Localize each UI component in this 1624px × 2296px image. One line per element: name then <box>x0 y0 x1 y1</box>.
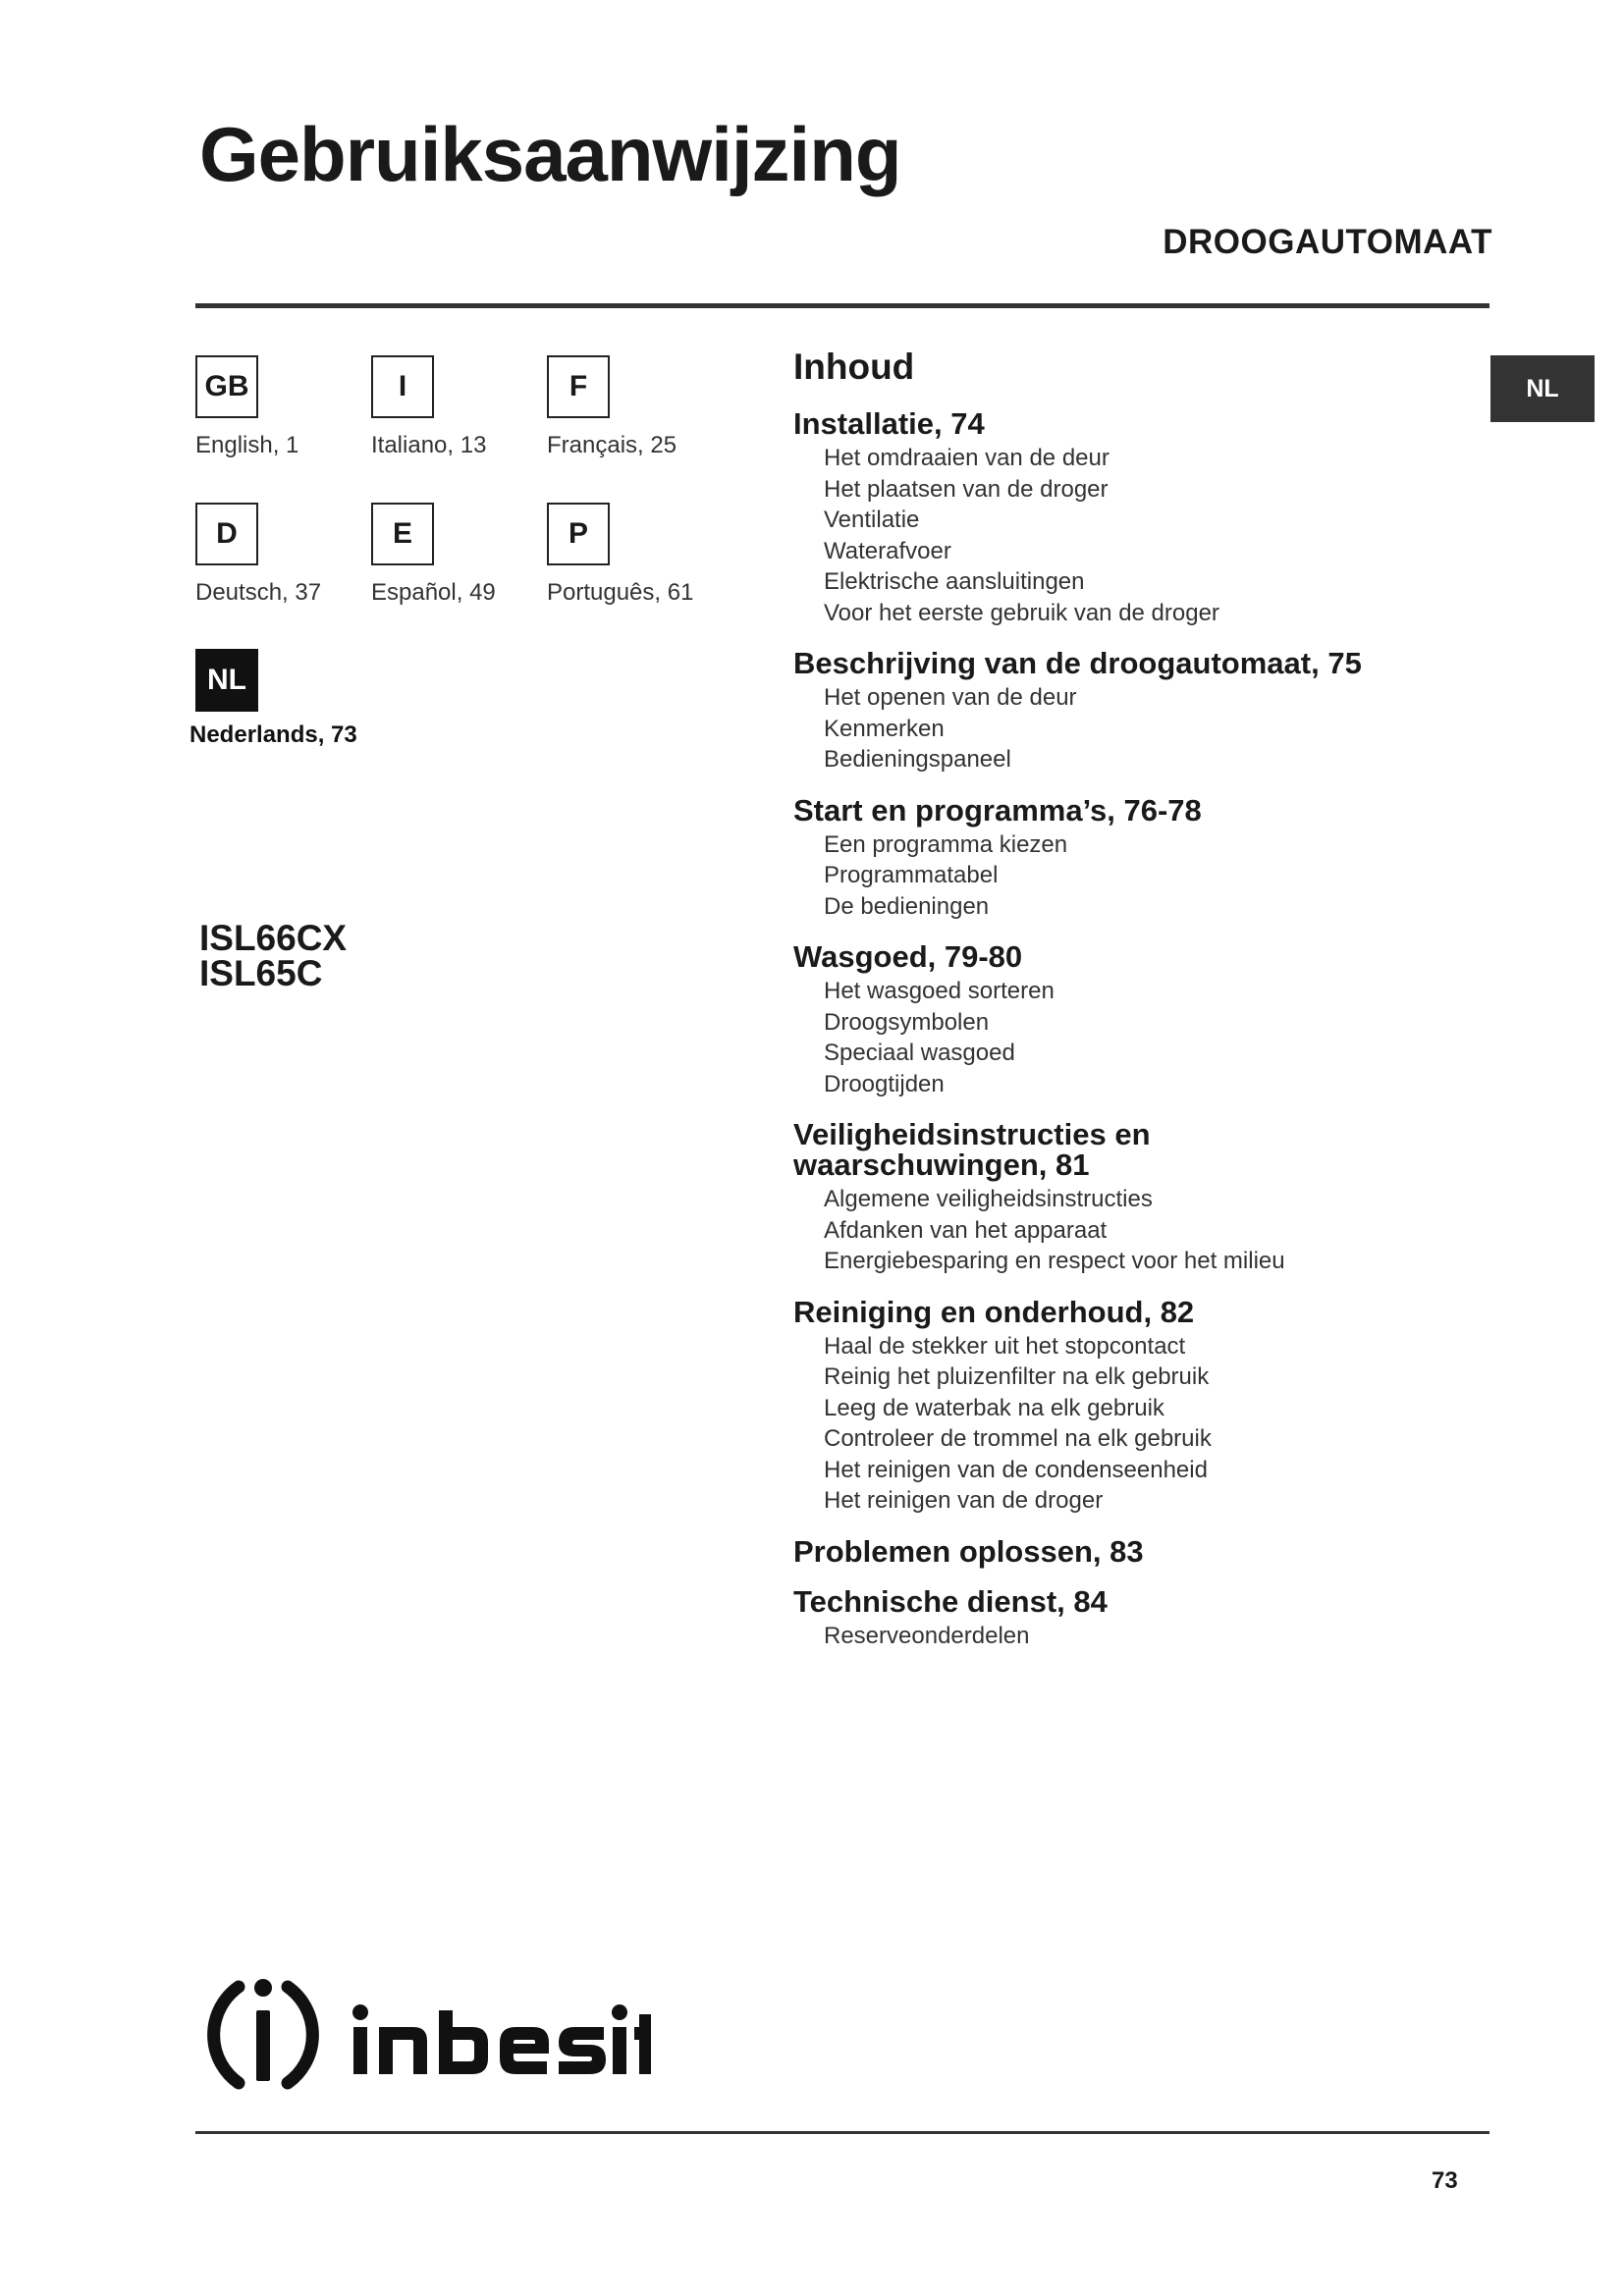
toc-item[interactable]: Waterafvoer <box>824 537 951 564</box>
toc-item[interactable]: Het reinigen van de droger <box>824 1487 1104 1514</box>
toc-item[interactable]: Het plaatsen van de droger <box>824 475 1109 503</box>
toc-heading-line: waarschuwingen, 81 <box>793 1148 1090 1182</box>
bottom-divider <box>195 2131 1489 2134</box>
language-gb[interactable] <box>195 355 382 459</box>
toc-item[interactable]: Elektrische aansluitingen <box>824 568 1085 595</box>
toc-item[interactable]: Controleer de trommel na elk gebruik <box>824 1425 1212 1452</box>
language-label-active: Nederlands, 73 <box>189 721 357 748</box>
language-code-box: E <box>371 503 434 565</box>
toc-section <box>793 941 1481 1099</box>
language-code-box: I <box>371 355 434 418</box>
language-pt[interactable] <box>547 503 733 607</box>
model-numbers <box>199 918 348 993</box>
toc-section <box>793 1533 1481 1569</box>
toc-item[interactable]: De bedieningen <box>824 892 990 920</box>
toc-heading-line: Veiligheidsinstructies en <box>793 1117 1151 1151</box>
toc-item[interactable]: Ventilatie <box>824 507 920 533</box>
language-label: Deutsch, 37 <box>195 579 322 606</box>
language-label: English, 1 <box>195 432 299 458</box>
language-code-box-active: NL <box>195 649 258 712</box>
toc-item[interactable]: Droogtijden <box>824 1070 945 1097</box>
language-label: Español, 49 <box>371 579 496 606</box>
toc-item[interactable]: Speciaal wasgoed <box>824 1040 1015 1066</box>
language-de[interactable] <box>195 503 382 607</box>
language-es[interactable] <box>371 503 558 607</box>
toc-item[interactable]: Het omdraaien van de deur <box>824 445 1110 471</box>
toc-item[interactable]: Droogsymbolen <box>824 1008 990 1036</box>
toc-item[interactable]: Het reinigen van de condenseenheid <box>824 1456 1208 1483</box>
language-fr[interactable] <box>547 355 733 459</box>
toc-item[interactable]: Energiebesparing en respect voor het milieu <box>824 1248 1285 1274</box>
toc-item[interactable]: Reserveonderdelen <box>824 1622 1030 1649</box>
language-code-box: P <box>547 503 610 565</box>
page-title: Gebruiksaanwijzing <box>199 111 901 197</box>
toc-section-heading[interactable]: Beschrijving van de droogautomaat, 75 <box>793 646 1362 680</box>
toc-item[interactable]: Het openen van de deur <box>824 684 1077 711</box>
page-number: 73 <box>1432 2167 1458 2194</box>
toc-item[interactable]: Reinig het pluizenfilter na elk gebruik <box>824 1363 1210 1390</box>
toc-section <box>793 1583 1481 1652</box>
language-label: Português, 61 <box>547 579 694 606</box>
toc-section-heading[interactable]: Wasgoed, 79-80 <box>793 939 1023 974</box>
toc-title: Inhoud <box>793 347 915 387</box>
toc-section <box>793 648 1481 775</box>
toc-item[interactable]: Het wasgoed sorteren <box>824 978 1055 1004</box>
toc-section-heading[interactable]: Reiniging en onderhoud, 82 <box>793 1294 1195 1329</box>
top-divider <box>195 303 1489 308</box>
toc-item[interactable]: Haal de stekker uit het stopcontact <box>824 1332 1186 1360</box>
toc-section <box>793 408 1481 628</box>
toc-section-heading[interactable]: Technische dienst, 84 <box>793 1583 1108 1619</box>
toc-item[interactable]: Kenmerken <box>824 715 945 742</box>
toc-item[interactable]: Voor het eerste gebruik van de droger <box>824 599 1219 626</box>
toc-section <box>793 1119 1481 1277</box>
model-number: ISL65C <box>199 953 323 993</box>
language-label: Français, 25 <box>547 432 677 458</box>
toc-section-heading[interactable] <box>793 1119 1481 1180</box>
toc-item[interactable]: Afdanken van het apparaat <box>824 1216 1108 1244</box>
language-code-box: F <box>547 355 610 418</box>
toc-section-heading[interactable]: Problemen oplossen, 83 <box>793 1533 1144 1569</box>
toc-section-heading[interactable]: Start en programma’s, 76-78 <box>793 792 1202 828</box>
language-tab-nl[interactable]: NL <box>1490 355 1595 422</box>
table-of-contents <box>793 348 1481 1671</box>
toc-item[interactable]: Bedieningspaneel <box>824 746 1011 773</box>
toc-item[interactable]: Algemene veiligheidsinstructies <box>824 1186 1153 1212</box>
toc-item[interactable]: Een programma kiezen <box>824 830 1068 858</box>
language-code-box: D <box>195 503 258 565</box>
model-number: ISL66CX <box>199 918 348 958</box>
toc-section-heading[interactable]: Installatie, 74 <box>793 406 985 441</box>
toc-section <box>793 792 1481 923</box>
toc-item[interactable]: Programmatabel <box>824 862 999 888</box>
product-type: DROOGAUTOMAAT <box>1163 223 1492 261</box>
language-nl[interactable] <box>189 649 382 749</box>
language-label: Italiano, 13 <box>371 432 487 458</box>
language-it[interactable] <box>371 355 558 459</box>
toc-item[interactable]: Leeg de waterbak na elk gebruik <box>824 1394 1164 1421</box>
indesit-logo <box>199 1971 651 2099</box>
language-code-box: GB <box>195 355 258 418</box>
toc-section <box>793 1294 1481 1517</box>
